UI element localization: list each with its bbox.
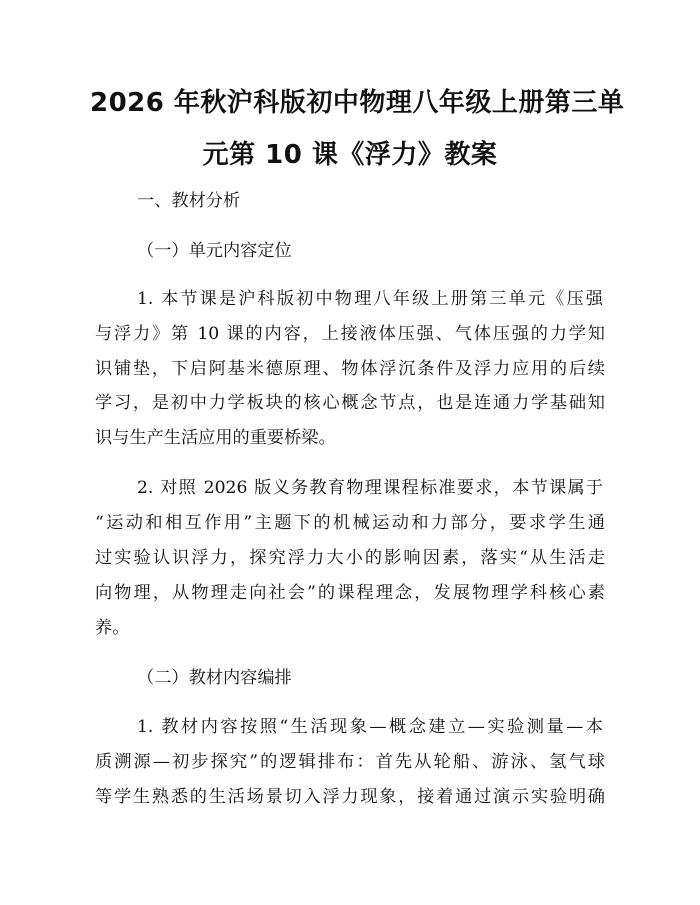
- paragraph-2-line-4: 向物理，从物理走向社会”的课程理念，发展物理学科核心素: [95, 583, 605, 603]
- paragraph-2-line-5: 养。: [95, 618, 130, 638]
- subsection-heading-unit-positioning: （一）单元内容定位: [137, 241, 292, 261]
- paragraph-3-line-2: 质溯源—初步探究”的逻辑排布：首先从轮船、游泳、氢气球: [95, 752, 605, 772]
- paragraph-1-line-5: 识与生产生活应用的重要桥梁。: [95, 428, 336, 448]
- paragraph-1-line-3: 识铺垫，下启阿基米德原理、物体浮沉条件及浮力应用的后续: [95, 359, 605, 379]
- paragraph-2-line-2: “运动和相互作用”主题下的机械运动和力部分，要求学生通: [95, 513, 605, 533]
- paragraph-2-line-1: 2. 对照 2026 版义务教育物理课程标准要求，本节课属于: [137, 478, 603, 498]
- paragraph-3-line-3: 等学生熟悉的生活场景切入浮力现象，接着通过演示实验明确: [95, 787, 605, 807]
- paragraph-2-line-3: 过实验认识浮力，探究浮力大小的影响因素，落实“从生活走: [95, 548, 605, 568]
- section-heading-teaching-material-analysis: 一、教材分析: [137, 191, 241, 211]
- paragraph-1-line-1: 1. 本节课是沪科版初中物理八年级上册第三单元《压强: [137, 289, 603, 309]
- document-title-line-1: 2026 年秋沪科版初中物理八年级上册第三单: [90, 88, 625, 118]
- paragraph-1-line-4: 学习，是初中力学板块的核心概念节点，也是连通力学基础知: [95, 393, 605, 413]
- subsection-heading-content-arrangement: （二）教材内容编排: [137, 668, 292, 688]
- paragraph-3-line-1: 1. 教材内容按照“生活现象—概念建立—实验测量—本: [137, 717, 603, 737]
- document-title-line-2: 元第 10 课《浮力》教案: [202, 140, 498, 170]
- paragraph-1-line-2: 与浮力》第 10 课的内容，上接液体压强、气体压强的力学知: [95, 324, 605, 344]
